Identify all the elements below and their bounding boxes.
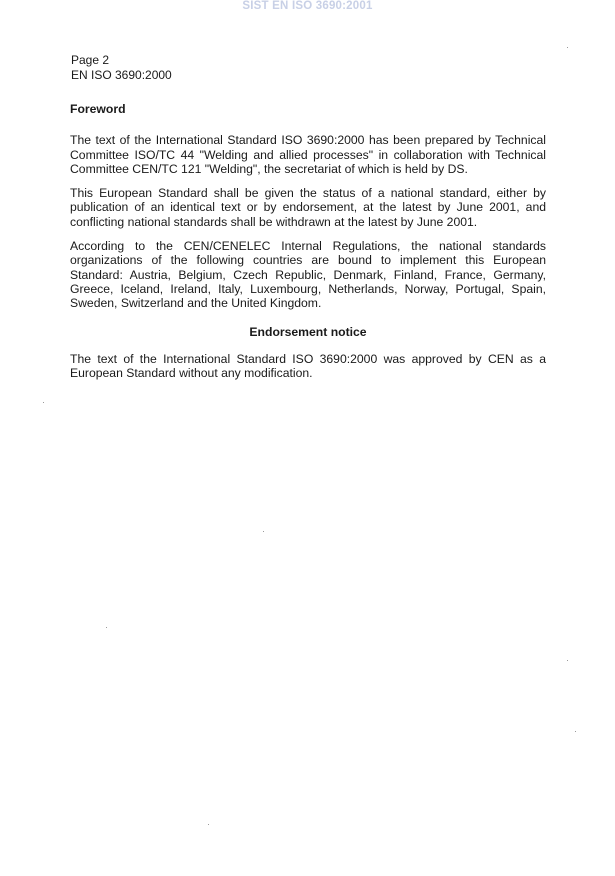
endorsement-heading: Endorsement notice (249, 324, 367, 339)
scan-speck (106, 627, 107, 628)
scan-speck (567, 660, 568, 661)
foreword-paragraph: The text of the International Standard ISO 3690:2000 has been prepared by Technical Committee ISO/TC 44 "Welding and allied processes" in collaboration with Technical Committee CEN/TC 121 "Welding", the secretariat of which is held by DS. (70, 133, 546, 176)
standard-number: EN ISO 3690:2000 (71, 68, 172, 82)
scan-speck (208, 824, 209, 825)
page-number: Page 2 (71, 53, 110, 67)
watermark: SIST EN ISO 3690:2001 (242, 0, 373, 12)
foreword-paragraph: According to the CEN/CENELEC Internal Regulations, the national standards organizations of the following countries are bound to implement this European Standard: Austria, Belgium, Czech Republic, Denmark, Finland, France, Germany, Greece, Iceland, Ireland, Italy, Luxembourg, Netherlands, Norway, Portugal, Spain, Sweden, Switzerland and the United Kingdom. (70, 239, 546, 311)
endorsement-paragraph: The text of the International Standard ISO 3690:2000 was approved by CEN as a European Standard without any modification. (70, 351, 546, 381)
scan-speck (43, 402, 44, 403)
foreword-heading: Foreword (70, 102, 126, 116)
foreword-paragraph: This European Standard shall be given the status of a national standard, either by publication of an identical text or by endorsement, at the latest by June 2001, and conflicting national standards shall be withdrawn at the latest by June 2001. (70, 186, 546, 229)
scan-speck (263, 531, 264, 532)
scan-speck (575, 731, 576, 732)
document-body (70, 102, 546, 390)
page-header (71, 53, 172, 83)
scan-speck (567, 47, 568, 48)
